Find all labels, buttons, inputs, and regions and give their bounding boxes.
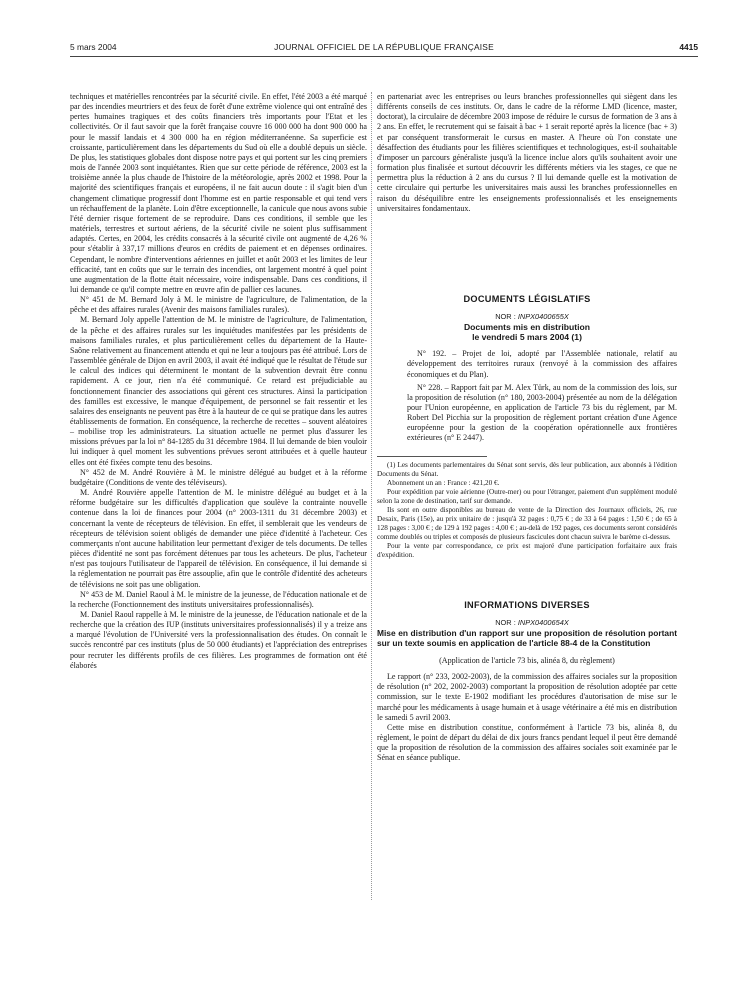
nor-reference: NOR : INPX0400655X xyxy=(495,312,569,322)
section-title-documents-legislatifs: DOCUMENTS LÉGISLATIFS xyxy=(463,293,591,304)
left-column xyxy=(70,92,367,671)
issue-date: 5 mars 2004 xyxy=(70,42,117,52)
application-note: (Application de l'article 73 bis, alinéa 8, du règlement) xyxy=(439,655,615,665)
distribution-subtitle: Mise en distribution d'un rapport sur une proposition de résolution portant sur un texte soumis en application de l'article 88-4 de la Constitution xyxy=(377,627,677,648)
document-item: N° 228. – Rapport fait par M. Alex Türk, au nom de la commission des lois, sur la proposition de résolution (n° 180, 2003-2004) présentée au nom de la délégation pour l'Union européenne, en application de l'article 73 bis du règlement, par M. Robert Del Picchia sur la proposition de règlement portant création d'une Agence européenne pour la gestion de la coopération opérationnelle aux frontières extérieures (n° E 2447). xyxy=(407,382,677,443)
paragraph: M. Bernard Joly appelle l'attention de M. le ministre de l'agriculture, de l'alimentation, de la pêche et des affaires rurales sur les inquiétudes manifestées par les présidents de maisons familiales rurales, et plus particulièrement celles du département de la Haute-Saône relativement au financement attendu et qui ne leur a toujours pas été attribué. Lors de l'assemblée générale de Dijon en avril 2003, il avait été indiqué que le résultat de l'étude sur le calcul des indices qui déterminent le montant de la subvention devrait être connu rapidement. A ce jour, rien n'a été communiqué. Ce retard est préjudiciable au fonctionnement financier des associations qui gèrent ces structures. Ainsi la participation des familles est excessive, le manque d'équipement, de personnel se fait ressentir et les salaires des enseignants ne peuvent pas être à la hauteur de ce qui se pratique dans les autres établissements de formation. En conséquence, la recherche de recettes – souvent aléatoires – mobilise trop les administrateurs. La situation actuelle ne permet plus d'assurer les missions prévues par la loi n° 84-1285 du 31 décembre 1984. Il lui demande de bien vouloir lui indiquer à quel moment les subventions prévues seront attribuées et à quelle hauteur elles ont été fixées compte tenu des besoins. xyxy=(70,315,367,467)
paragraph: M. André Rouvière appelle l'attention de M. le ministre délégué au budget et à la réforme budgétaire sur les difficultés d'application que soulève la contrainte nouvelle contenue dans la loi de finances pour 2004 (n° 2003-1311 du 31 décembre 2003) et concernant la vente de récepteurs de télévision. En effet, il semblerait que les vendeurs de récepteurs de télévision soient obligés de demander une pièce d'identité à l'acheteur. Ces commerçants n'ont aucune habilitation leur permettant d'exiger de tels documents. De telles pièces d'identité ne sont pas forcément détenues par tous les acheteurs. De plus, l'acheteur n'est pas toujours l'utilisateur de l'appareil de télévision. En conséquence, il lui demande si la réglementation ne pourrait pas être assouplie, afin que le contrôle d'identité des acheteurs de télévisions ne soit pas une obligation. xyxy=(70,488,367,589)
footnote: Ils sont en outre disponibles au bureau de vente de la Direction des Journaux officiels, 26, rue Desaix, Paris (15e), au prix unitaire de : jusqu'à 32 pages : 0,75 € ; de 33 à 64 pages : 1,50 € ; de 65 à 128 pages : 3,00 € ; de 129 à 192 pages : 4,00 € ; au-delà de 192 pages, ces documents seront considérés comme doublés ou triples et composés de plusieurs fascicules dont chacun suivra le barème ci-dessus. xyxy=(377,505,678,541)
header-rule xyxy=(70,56,698,57)
journal-title: JOURNAL OFFICIEL DE LA RÉPUBLIQUE FRANÇAISE xyxy=(274,42,494,52)
footnote: Pour la vente par correspondance, ce prix est majoré d'une participation forfaitaire aux frais d'expédition. xyxy=(377,541,677,559)
nor-reference: NOR : INPX0400654X xyxy=(495,617,569,627)
question-heading: N° 451 de M. Bernard Joly à M. le ministre de l'agriculture, de l'alimentation, de la pêche et des affaires rurales (Avenir des maisons familiales rurales). xyxy=(70,295,367,315)
distribution-subtitle: Documents mis en distribution le vendredi 5 mars 2004 (1) xyxy=(463,322,591,343)
footnote: Abonnement un an : France : 421,20 €. xyxy=(387,478,500,487)
section-title-informations-diverses: INFORMATIONS DIVERSES xyxy=(464,599,590,610)
question-heading: N° 452 de M. André Rouvière à M. le ministre délégué au budget et à la réforme budgétaire (Conditions de vente des téléviseurs). xyxy=(70,467,367,487)
document-item: N° 192. – Projet de loi, adopté par l'Assemblée nationale, relatif au développement des territoires ruraux (renvoyé à la commission des affaires économiques et du Plan). xyxy=(407,349,677,379)
paragraph: Le rapport (n° 233, 2002-2003), de la commission des affaires sociales sur la proposition de résolution (n° 202, 2002-2003) comportant la proposition de résolution adoptée par cette commission, sur le texte E-1902 modifiant les procédures d'autorisation de mise sur le marché pour les médicaments à usage humain et à usage vétérinaire a été mis en distribution le samedi 5 avril 2003. xyxy=(377,672,677,722)
footnotes xyxy=(377,461,677,560)
paragraph: Cette mise en distribution constitue, conformément à l'article 73 bis, alinéa 8, du règlement, le point de départ du délai de dix jours francs pendant lequel il peut être demandé que la proposition de résolution de la commission des affaires sociales soit examinée par le Sénat en séance publique. xyxy=(377,722,677,763)
footnote: (1) Les documents parlementaires du Sénat sont servis, dès leur publication, aux abonnés à l'édition Documents du Sénat. xyxy=(377,460,677,478)
footnote: Pour expédition par voie aérienne (Outre-mer) ou pour l'étranger, paiement d'un supplément modulé selon la zone de destination, tarif sur demande. xyxy=(377,487,677,505)
paragraph: techniques et matérielles rencontrées par la sécurité civile. En effet, l'été 2003 a été marqué par des incendies meurtriers et des feux de forêt d'une extrême violence qui ont entraîné des pertes humaines tragiques et des coûts financiers très importants pour l'Etat et les collectivités. Or il faut savoir que la forêt française couvre 16 000 000 ha dont 900 000 ha pour le massif landais et 4 300 000 ha en région méditerranéenne. Sa superficie est croissante, particulièrement dans les départements du Sud où elle a doublé depuis un siècle. De plus, les statistiques globales dont dispose notre pays et qui portent sur les cinq premiers mois de l'année 2003 sont inquiétantes. Rien que sur cette période de référence, 2003 est la troisième année la plus chaude de l'histoire de la météorologie, après 2002 et 1998. Pour la majorité des scientifiques français et européens, il ne fait aucun doute : il s'agit bien d'un changement climatique progressif dont l'homme est en partie responsable et qui tend vers un réchauffement de la planète. Loin d'être exceptionnelle, la canicule que nous avons subie l'été dernier risque fortement de se reproduire. Dans ces conditions, il semble que les matériels, terrestres et surtout aériens, de la sécurité civile ne soient plus suffisamment adaptés. Certes, en 2004, les crédits consacrés à la sécurité civile ont augmenté de 4,26 % pour s'établir à 337,17 millions d'euros en crédits de paiement et en dépenses ordinaires. Cependant, le nombre d'interventions aériennes en juillet et août 2003 et les limites de leur efficacité, tant en coûts que sur le terrain des incendies, ont largement montré à quel point une augmentation de la flotte était nécessaire, voire indispensable. Dans ces conditions, il lui demande ce qu'il compte mettre en œuvre afin de pallier ces lacunes. xyxy=(70,92,367,294)
paragraph: en partenariat avec les entreprises ou leurs branches professionnelles qui siègent dans les différents conseils de ces instituts. Or, dans le cadre de la réforme LMD (licence, master, doctorat), la circulaire de décembre 2003 impose de réduire le cursus de formation de 3 ans à 2 ans. En effet, le recrutement qui se faisait à bac + 1 serait reporté après la licence (bac + 3) et par conséquent transformerait le cursus en master. A l'heure où l'on constate une désaffection des étudiants pour les filières scientifiques et technologiques, est-il souhaitable d'imposer un parcours généraliste jusqu'à la licence inclue alors qu'ils souhaitent avoir une formation plus finalisée et surtout découvrir les différents métiers via les stages, ce que ne permettra plus la réduction à 2 ans du cursus ? Il lui demande quelle est la motivation de cette circulaire qui perturbe les universitaires mais aussi les branches professionnelles en raison du déséquilibre entre les enseignements professionnalisés et les enseignements universitaires fondamentaux. xyxy=(377,92,677,213)
right-column xyxy=(377,92,677,763)
column-divider xyxy=(371,92,372,900)
footnote-rule xyxy=(377,456,487,457)
paragraph: M. Daniel Raoul rappelle à M. le ministre de la jeunesse, de l'éducation nationale et de la recherche que la création des IUP (instituts universitaires professionnalisés) il y a treize ans a marqué l'évolution de l'Université vers la professionnalisation des études. On connaît le succès rencontré par ces instituts (plus de 50 000 étudiants) et l'appréciation des entreprises pour recruter les différents profils de ces filières. Les programmes de formation ont été élaborés xyxy=(70,609,367,670)
page-number: 4415 xyxy=(679,42,698,52)
question-heading: N° 453 de M. Daniel Raoul à M. le ministre de la jeunesse, de l'éducation nationale et de la recherche (Fonctionnement des instituts universitaires professionnalisés). xyxy=(70,589,367,609)
page-header xyxy=(70,42,698,56)
